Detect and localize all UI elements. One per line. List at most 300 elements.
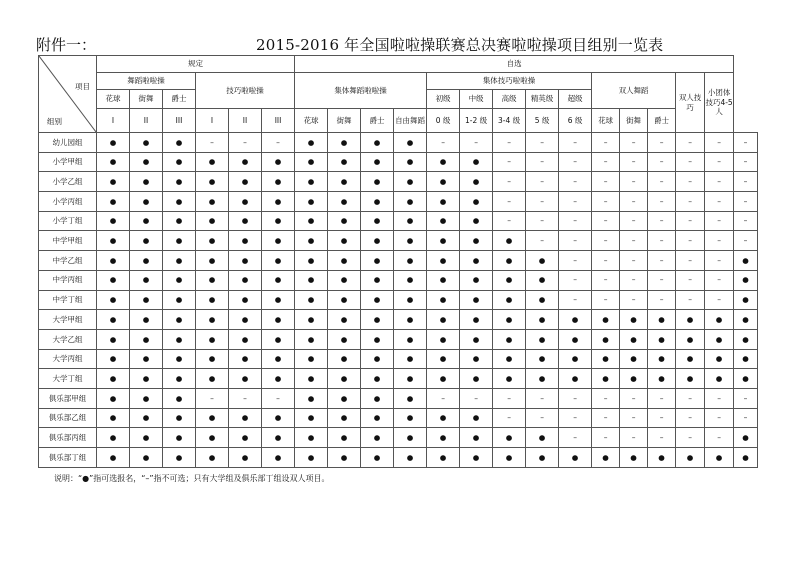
dance-level-1-header: I	[97, 109, 130, 133]
available-dot: ●	[196, 310, 229, 330]
pair-skill-header: 双人技巧	[676, 73, 705, 133]
unavailable-dash: –	[648, 388, 676, 408]
available-dot: ●	[130, 428, 163, 448]
available-dot: ●	[196, 231, 229, 251]
available-dot: ●	[97, 152, 130, 172]
group-name-cell: 大学丙组	[39, 349, 97, 369]
available-dot: ●	[163, 369, 196, 389]
unavailable-dash: –	[648, 231, 676, 251]
unavailable-dash: –	[427, 133, 460, 153]
available-dot: ●	[130, 310, 163, 330]
unavailable-dash: –	[734, 408, 758, 428]
table-row	[39, 448, 758, 468]
available-dot: ●	[559, 369, 592, 389]
group-name-cell: 中学丙组	[39, 270, 97, 290]
unavailable-dash: –	[559, 231, 592, 251]
available-dot: ●	[229, 152, 262, 172]
available-dot: ●	[361, 251, 394, 271]
level-beginner-header: 初级	[427, 90, 460, 109]
unavailable-dash: –	[559, 192, 592, 212]
available-dot: ●	[394, 251, 427, 271]
available-dot: ●	[328, 290, 361, 310]
group-name-cell: 俱乐部丁组	[39, 448, 97, 468]
available-dot: ●	[328, 192, 361, 212]
attachment-label: 附件一：	[36, 36, 97, 54]
available-dot: ●	[328, 408, 361, 428]
available-dot: ●	[427, 172, 460, 192]
unavailable-dash: –	[592, 428, 620, 448]
available-dot: ●	[262, 152, 295, 172]
available-dot: ●	[229, 231, 262, 251]
available-dot: ●	[648, 329, 676, 349]
available-dot: ●	[427, 349, 460, 369]
table-row	[39, 152, 758, 172]
table-row	[39, 172, 758, 192]
unavailable-dash: –	[676, 408, 705, 428]
available-dot: ●	[97, 349, 130, 369]
available-dot: ●	[97, 270, 130, 290]
available-dot: ●	[361, 270, 394, 290]
unavailable-dash: –	[526, 211, 559, 231]
available-dot: ●	[620, 448, 648, 468]
available-dot: ●	[394, 329, 427, 349]
unavailable-dash: –	[734, 133, 758, 153]
available-dot: ●	[394, 428, 427, 448]
available-dot: ●	[97, 448, 130, 468]
pair-pompom-header: 花球	[592, 109, 620, 133]
unavailable-dash: –	[526, 408, 559, 428]
available-dot: ●	[163, 231, 196, 251]
available-dot: ●	[130, 388, 163, 408]
available-dot: ●	[427, 369, 460, 389]
unavailable-dash: –	[427, 388, 460, 408]
unavailable-dash: –	[734, 388, 758, 408]
table-row	[39, 211, 758, 231]
available-dot: ●	[229, 290, 262, 310]
available-dot: ●	[559, 448, 592, 468]
available-dot: ●	[130, 369, 163, 389]
table-row	[39, 251, 758, 271]
available-dot: ●	[130, 211, 163, 231]
available-dot: ●	[620, 310, 648, 330]
available-dot: ●	[592, 329, 620, 349]
unavailable-dash: –	[620, 270, 648, 290]
table-row	[39, 231, 758, 251]
available-dot: ●	[163, 192, 196, 212]
unavailable-dash: –	[705, 133, 734, 153]
unavailable-dash: –	[620, 290, 648, 310]
unavailable-dash: –	[676, 270, 705, 290]
available-dot: ●	[295, 192, 328, 212]
available-dot: ●	[460, 408, 493, 428]
available-dot: ●	[676, 349, 705, 369]
available-dot: ●	[361, 290, 394, 310]
available-dot: ●	[97, 192, 130, 212]
available-dot: ●	[526, 369, 559, 389]
unavailable-dash: –	[559, 172, 592, 192]
available-dot: ●	[734, 290, 758, 310]
corner-group-label: 组别	[47, 116, 62, 126]
unavailable-dash: –	[592, 408, 620, 428]
available-dot: ●	[328, 211, 361, 231]
unavailable-dash: –	[620, 251, 648, 271]
available-dot: ●	[361, 448, 394, 468]
available-dot: ●	[394, 369, 427, 389]
available-dot: ●	[163, 349, 196, 369]
unavailable-dash: –	[734, 152, 758, 172]
available-dot: ●	[295, 290, 328, 310]
available-dot: ●	[163, 310, 196, 330]
skill-level-2-header: II	[229, 109, 262, 133]
available-dot: ●	[705, 349, 734, 369]
available-dot: ●	[262, 369, 295, 389]
unavailable-dash: –	[676, 251, 705, 271]
available-dot: ●	[460, 251, 493, 271]
unavailable-dash: –	[648, 152, 676, 172]
unavailable-dash: –	[559, 408, 592, 428]
group-name-cell: 小学丁组	[39, 211, 97, 231]
unavailable-dash: –	[620, 172, 648, 192]
available-dot: ●	[262, 349, 295, 369]
unavailable-dash: –	[559, 251, 592, 271]
available-dot: ●	[394, 172, 427, 192]
available-dot: ●	[295, 408, 328, 428]
available-dot: ●	[295, 231, 328, 251]
available-dot: ●	[460, 369, 493, 389]
available-dot: ●	[493, 270, 526, 290]
available-dot: ●	[361, 231, 394, 251]
available-dot: ●	[130, 251, 163, 271]
group-jazz-header: 爵士	[361, 109, 394, 133]
unavailable-dash: –	[493, 152, 526, 172]
available-dot: ●	[328, 329, 361, 349]
available-dot: ●	[295, 329, 328, 349]
available-dot: ●	[427, 211, 460, 231]
level-6-header: 6 级	[559, 109, 592, 133]
available-dot: ●	[295, 211, 328, 231]
available-dot: ●	[196, 408, 229, 428]
available-dot: ●	[295, 251, 328, 271]
table-row	[39, 349, 758, 369]
pair-street-header: 街舞	[620, 109, 648, 133]
available-dot: ●	[427, 231, 460, 251]
unavailable-dash: –	[676, 152, 705, 172]
available-dot: ●	[130, 231, 163, 251]
available-dot: ●	[328, 231, 361, 251]
available-dot: ●	[97, 329, 130, 349]
available-dot: ●	[97, 231, 130, 251]
available-dot: ●	[648, 448, 676, 468]
available-dot: ●	[493, 428, 526, 448]
unavailable-dash: –	[648, 290, 676, 310]
available-dot: ●	[559, 329, 592, 349]
unavailable-dash: –	[620, 211, 648, 231]
level-mid-header: 中级	[460, 90, 493, 109]
available-dot: ●	[295, 310, 328, 330]
available-dot: ●	[394, 408, 427, 428]
unavailable-dash: –	[493, 192, 526, 212]
available-dot: ●	[262, 211, 295, 231]
available-dot: ●	[394, 448, 427, 468]
available-dot: ●	[620, 369, 648, 389]
available-dot: ●	[648, 369, 676, 389]
available-dot: ●	[97, 251, 130, 271]
level-0-header: 0 级	[427, 109, 460, 133]
dance-pompom-header: 花球	[97, 90, 130, 109]
available-dot: ●	[196, 251, 229, 271]
level-5-header: 5 级	[526, 109, 559, 133]
available-dot: ●	[262, 408, 295, 428]
available-dot: ●	[229, 329, 262, 349]
available-dot: ●	[460, 329, 493, 349]
available-dot: ●	[229, 310, 262, 330]
unavailable-dash: –	[734, 172, 758, 192]
table-row	[39, 270, 758, 290]
available-dot: ●	[427, 448, 460, 468]
group-free-dance-header: 自由舞蹈	[394, 109, 427, 133]
available-dot: ●	[361, 329, 394, 349]
pair-jazz-header: 爵士	[648, 109, 676, 133]
available-dot: ●	[394, 192, 427, 212]
available-dot: ●	[163, 133, 196, 153]
available-dot: ●	[460, 448, 493, 468]
unavailable-dash: –	[705, 211, 734, 231]
table-row	[39, 192, 758, 212]
unavailable-dash: –	[676, 211, 705, 231]
unavailable-dash: –	[559, 152, 592, 172]
available-dot: ●	[163, 270, 196, 290]
available-dot: ●	[229, 428, 262, 448]
available-dot: ●	[592, 448, 620, 468]
available-dot: ●	[676, 448, 705, 468]
unavailable-dash: –	[526, 152, 559, 172]
available-dot: ●	[460, 172, 493, 192]
available-dot: ●	[229, 211, 262, 231]
available-dot: ●	[394, 290, 427, 310]
unavailable-dash: –	[592, 231, 620, 251]
available-dot: ●	[196, 428, 229, 448]
unavailable-dash: –	[676, 192, 705, 212]
unavailable-dash: –	[620, 428, 648, 448]
group-skill-cheer-header: 集体技巧啦啦操	[427, 73, 592, 90]
unavailable-dash: –	[734, 192, 758, 212]
available-dot: ●	[427, 408, 460, 428]
available-dot: ●	[295, 270, 328, 290]
unavailable-dash: –	[229, 133, 262, 153]
available-dot: ●	[394, 349, 427, 369]
available-dot: ●	[163, 388, 196, 408]
available-dot: ●	[295, 133, 328, 153]
table-row	[39, 388, 758, 408]
available-dot: ●	[262, 329, 295, 349]
available-dot: ●	[460, 310, 493, 330]
unavailable-dash: –	[705, 270, 734, 290]
unavailable-dash: –	[705, 172, 734, 192]
unavailable-dash: –	[648, 211, 676, 231]
available-dot: ●	[526, 290, 559, 310]
dance-cheer-header: 舞蹈啦啦操	[97, 73, 196, 90]
available-dot: ●	[526, 270, 559, 290]
unavailable-dash: –	[648, 192, 676, 212]
available-dot: ●	[592, 369, 620, 389]
corner-header-cell	[39, 56, 97, 133]
available-dot: ●	[460, 290, 493, 310]
available-dot: ●	[130, 349, 163, 369]
available-dot: ●	[130, 270, 163, 290]
unavailable-dash: –	[676, 290, 705, 310]
unavailable-dash: –	[648, 428, 676, 448]
available-dot: ●	[493, 349, 526, 369]
available-dot: ●	[295, 152, 328, 172]
available-dot: ●	[493, 310, 526, 330]
available-dot: ●	[394, 310, 427, 330]
available-dot: ●	[196, 369, 229, 389]
skill-cheer-header: 技巧啦啦操	[196, 73, 295, 109]
available-dot: ●	[130, 408, 163, 428]
available-dot: ●	[130, 152, 163, 172]
corner-item-label: 项目	[75, 82, 90, 91]
available-dot: ●	[97, 369, 130, 389]
dance-street-header: 街舞	[130, 90, 163, 109]
unavailable-dash: –	[648, 408, 676, 428]
unavailable-dash: –	[734, 231, 758, 251]
unavailable-dash: –	[526, 172, 559, 192]
available-dot: ●	[493, 251, 526, 271]
available-dot: ●	[262, 428, 295, 448]
available-dot: ●	[229, 192, 262, 212]
available-dot: ●	[97, 133, 130, 153]
skill-level-1-header: I	[196, 109, 229, 133]
unavailable-dash: –	[493, 388, 526, 408]
available-dot: ●	[427, 310, 460, 330]
available-dot: ●	[526, 428, 559, 448]
group-name-cell: 大学乙组	[39, 329, 97, 349]
available-dot: ●	[734, 310, 758, 330]
available-dot: ●	[493, 369, 526, 389]
table-row	[39, 369, 758, 389]
available-dot: ●	[460, 349, 493, 369]
table-row	[39, 408, 758, 428]
available-dot: ●	[734, 329, 758, 349]
available-dot: ●	[493, 290, 526, 310]
unavailable-dash: –	[705, 231, 734, 251]
available-dot: ●	[734, 349, 758, 369]
available-dot: ●	[97, 428, 130, 448]
unavailable-dash: –	[592, 133, 620, 153]
unavailable-dash: –	[676, 428, 705, 448]
available-dot: ●	[394, 231, 427, 251]
available-dot: ●	[196, 349, 229, 369]
unavailable-dash: –	[705, 290, 734, 310]
available-dot: ●	[620, 349, 648, 369]
unavailable-dash: –	[559, 428, 592, 448]
available-dot: ●	[705, 448, 734, 468]
unavailable-dash: –	[493, 133, 526, 153]
available-dot: ●	[361, 310, 394, 330]
unavailable-dash: –	[592, 290, 620, 310]
available-dot: ●	[460, 428, 493, 448]
available-dot: ●	[361, 172, 394, 192]
group-name-cell: 中学丁组	[39, 290, 97, 310]
pair-dance-header: 双人舞蹈	[592, 73, 676, 109]
unavailable-dash: –	[734, 211, 758, 231]
unavailable-dash: –	[229, 388, 262, 408]
available-dot: ●	[196, 192, 229, 212]
unavailable-dash: –	[592, 192, 620, 212]
available-dot: ●	[394, 388, 427, 408]
group-name-cell: 小学丙组	[39, 192, 97, 212]
available-dot: ●	[262, 310, 295, 330]
available-dot: ●	[229, 448, 262, 468]
available-dot: ●	[163, 172, 196, 192]
available-dot: ●	[394, 270, 427, 290]
available-dot: ●	[295, 428, 328, 448]
table-row	[39, 428, 758, 448]
available-dot: ●	[229, 251, 262, 271]
unavailable-dash: –	[705, 251, 734, 271]
unavailable-dash: –	[460, 388, 493, 408]
group-name-cell: 中学乙组	[39, 251, 97, 271]
available-dot: ●	[196, 211, 229, 231]
available-dot: ●	[328, 172, 361, 192]
available-dot: ●	[676, 329, 705, 349]
available-dot: ●	[163, 408, 196, 428]
available-dot: ●	[262, 448, 295, 468]
unavailable-dash: –	[648, 251, 676, 271]
unavailable-dash: –	[705, 192, 734, 212]
available-dot: ●	[394, 152, 427, 172]
available-dot: ●	[620, 329, 648, 349]
available-dot: ●	[394, 211, 427, 231]
available-dot: ●	[229, 349, 262, 369]
unavailable-dash: –	[526, 192, 559, 212]
unavailable-dash: –	[620, 192, 648, 212]
available-dot: ●	[460, 231, 493, 251]
available-dot: ●	[676, 369, 705, 389]
unavailable-dash: –	[592, 270, 620, 290]
optional-header: 自选	[295, 56, 734, 73]
available-dot: ●	[460, 270, 493, 290]
available-dot: ●	[163, 152, 196, 172]
available-dot: ●	[526, 329, 559, 349]
available-dot: ●	[328, 152, 361, 172]
available-dot: ●	[460, 152, 493, 172]
available-dot: ●	[526, 448, 559, 468]
page-title: 2015-2016 年全国啦啦操联赛总决赛啦啦操项目组别一览表	[256, 36, 664, 54]
available-dot: ●	[361, 369, 394, 389]
unavailable-dash: –	[592, 172, 620, 192]
available-dot: ●	[97, 172, 130, 192]
unavailable-dash: –	[559, 211, 592, 231]
unavailable-dash: –	[705, 428, 734, 448]
available-dot: ●	[130, 329, 163, 349]
available-dot: ●	[130, 192, 163, 212]
available-dot: ●	[427, 251, 460, 271]
available-dot: ●	[493, 329, 526, 349]
unavailable-dash: –	[592, 251, 620, 271]
unavailable-dash: –	[648, 133, 676, 153]
unavailable-dash: –	[592, 152, 620, 172]
available-dot: ●	[163, 329, 196, 349]
available-dot: ●	[262, 251, 295, 271]
available-dot: ●	[163, 428, 196, 448]
available-dot: ●	[427, 290, 460, 310]
unavailable-dash: –	[705, 408, 734, 428]
available-dot: ●	[361, 349, 394, 369]
available-dot: ●	[559, 310, 592, 330]
available-dot: ●	[229, 408, 262, 428]
available-dot: ●	[427, 192, 460, 212]
